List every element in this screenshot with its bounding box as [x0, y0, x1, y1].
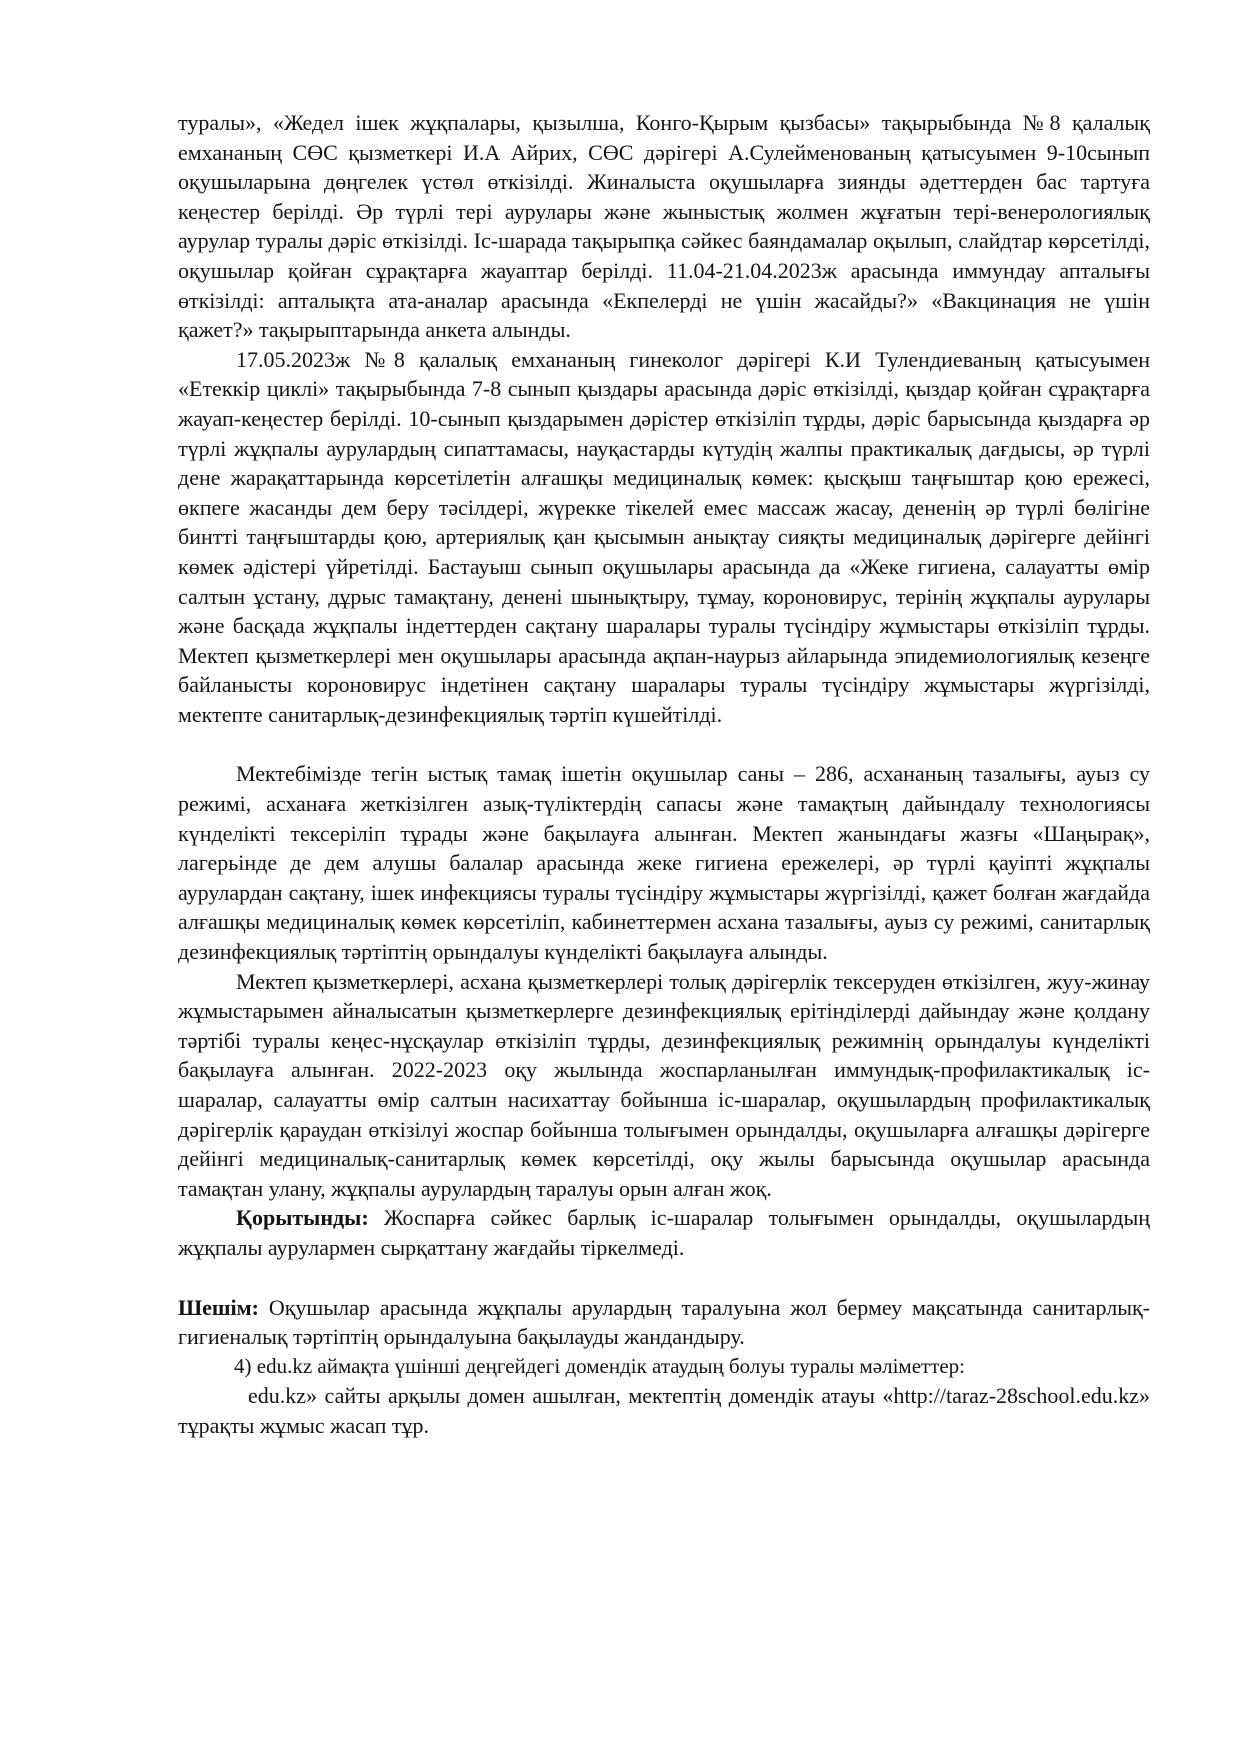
- paragraph-lectures: 17.05.2023ж №8 қалалық емхананың гинеколог дәрігері К.И Тулендиеваның қатысуымен «Етеккір циклі» тақырыбында 7-8 сынып қыздары арасында дәріс өткізілді, қыздар қойған сұрақтарға жауап-кеңестер берілді. 10-сынып қыздарымен дәрістер өткізіліп тұрды, дәріс барысында қыздарға әр түрлі жұқпалы аурулардың сипаттамасы, науқастарды күтудің жалпы практикалық дағдысы, әр түрлі дене жарақаттарында көрсетілетін алғашқы медициналық көмек: қысқыш таңғыштар қою ережесі, өкпеге жасанды дем беру тәсілдері, жүрекке тікелей емес массаж жасау, дененің әр түрлі бөлігіне бинтті таңғыштарды қою, артериялық қан қысымын анықтау сияқты медициналық дәрігерге дейінгі көмек әдістері үйретілді. Бастауыш сынып оқушылары арасында да «Жеке гигиена, салауатты өмір салтын ұстану, дұрыс тамақтану, денені шынықтыру, тұмау, короновирус, терінің жұқпалы аурулары және басқада жұқпалы індеттерден сақтану шаралары туралы түсіндіру жұмыстары өткізіліп тұрды. Мектеп қызметкерлері мен оқушылары арасында ақпан-наурыз айларында эпидемиологиялық кезеңге байланысты короновирус індетінен сақтану шаралары туралы түсіндіру жұмыстары жүргізілді, мектепте санитарлық-дезинфекциялық тәртіп күшейтілді.: [178, 346, 1150, 727]
- decision-label: Шешім:: [178, 1294, 259, 1320]
- item4-heading: 4) edu.kz аймақта үшінші деңгейдегі домендік атаудың болуы туралы мәліметтер:: [234, 1353, 966, 1378]
- document-body: [178, 108, 1150, 1441]
- item4-text: edu.kz» сайты арқылы домен ашылған, мектептің домендік атауы «http://taraz-28school.edu.kz» тұрақты жұмыс жасап тұр.: [178, 1383, 1150, 1438]
- paragraph-staff-checks: Мектеп қызметкерлері, асхана қызметкерлері толық дәрігерлік тексеруден өткізілген, жуу-жинау жұмыстарымен айналысатын қызметкерлерге дезинфекциялық ерітінділерді дайындау және қолдану тәртібі туралы кеңес-нұсқаулар өткізіліп тұрды, дезинфекциялық режимнің орындалуы күнделікті бақылауға алынған. 2022-2023 оқу жылында жоспарланылған иммундық-профилактикалық іс-шаралар, салауатты өмір салтын насихаттау бойынша іс-шаралар, оқушылардың профилактикалық дәрігерлік қараудан өткізілуі жоспар бойынша толығымен орындалды, оқушыларға алғашқы дәрігерге дейінгі медициналық-санитарлық көмек көрсетілді, оқу жылы барысында оқушылар арасында тамақтан улану, жұқпалы аурулардың таралуы орын алған жоқ.: [178, 968, 1150, 1201]
- paragraph-events: туралы», «Жедел ішек жұқпалары, қызылша, Конго-Қырым қызбасы» тақырыбында №8 қалалық емхананың СӨС қызметкері И.А Айрих, СӨС дәрігері А.Сулейменованың қатысуымен 9-10сынып оқушыларына дөңгелек үстөл өткізілді. Жиналыста оқушыларға зиянды әдеттерден бас тартуға кеңестер берілді. Әр түрлі тері аурулары және жыныстық жолмен жұғатын тері-венерологиялық аурулар туралы дәріс өткізілді. Іс-шарада тақырыпқа сәйкес баяндамалар оқылып, слайдтар көрсетілді, оқушылар қойған сұрақтарға жауаптар берілді. 11.04-21.04.2023ж арасында иммундау апталығы өткізілді: апталықта ата-аналар арасында «Екпелерді не үшін жасайды?» «Вакцинация не үшін қажет?» тақырыптарында анкета алынды.: [178, 110, 1150, 343]
- conclusion-label: Қорытынды:: [236, 1205, 369, 1231]
- decision-paragraph: [178, 1293, 1150, 1352]
- decision-text: Оқушылар арасында жұқпалы арулардың таралуына жол бермеу мақсатында санитарлық-гигиеналық тәртіптің орындалуына бақылауды жандандыру.: [178, 1294, 1150, 1350]
- conclusion-paragraph: [178, 1203, 1150, 1262]
- conclusion-text: Жоспарға сәйкес барлық іс-шаралар толығымен орындалды, оқушылардың жұқпалы аурулармен сырқаттану жағдайы тіркелмеді.: [178, 1205, 1150, 1260]
- paragraph-school-meals: Мектебімізде тегін ыстық тамақ ішетін оқушылар саны – 286, асхананың тазалығы, ауыз су режимі, асханаға жеткізілген азық-түліктердің сапасы және тамақтың дайындалу технологиясы күнделікті тексеріліп тұрады және бақылауға алынған. Мектеп жанындағы жазғы «Шаңырақ», лагерьінде де дем алушы балалар арасында жеке гигиена ережелері, әр түрлі қауіпті жұқпалы аурулардан сақтану, ішек инфекциясы туралы түсіндіру жұмыстары жүргізілді, қажет болған жағдайда алғашқы медициналық көмек көрсетіліп, кабинеттермен асхана тазалығы, ауыз су режимі, санитарлық дезинфекциялық тәртіптің орындалуы күнделікті бақылауға алынды.: [178, 761, 1150, 965]
